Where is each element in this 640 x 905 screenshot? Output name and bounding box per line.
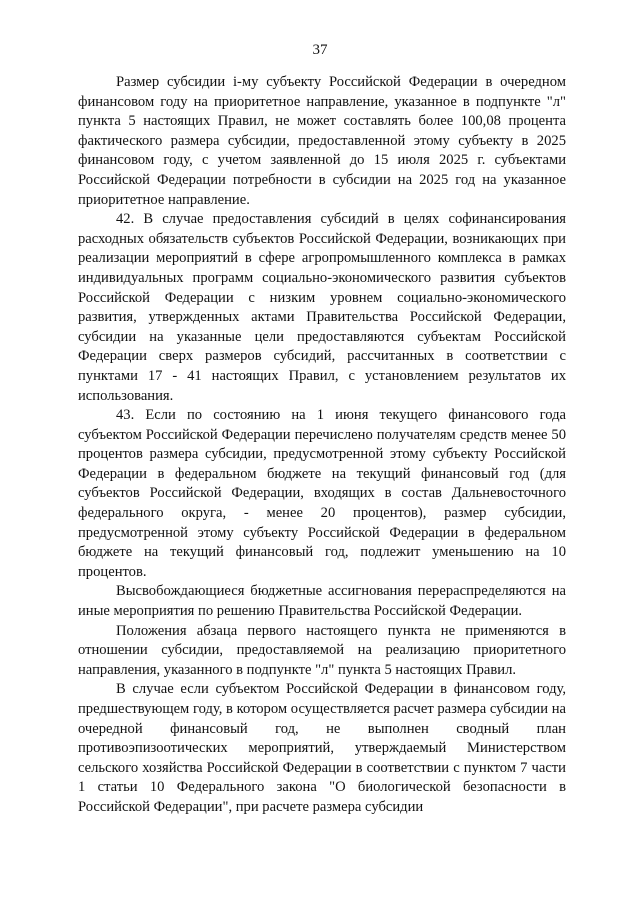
page-number: 37 [312,42,328,58]
paragraph-item-43: 43. Если по состоянию на 1 июня текущего финансового года субъектом Российской Федерации перечислено получателям средств менее 50 процентов размера субсидии, предусмотренной этому субъекту Российской Федерации в федеральном бюджете на текущий финансовый год (для субъектов Российской Федерации, входящих в состав Дальневосточного федерального округа, - менее 20 процентов), размер субсидии, предусмотренной этому субъекту Российской Федерации в федеральном бюджете на текущий финансовый год, подлежит уменьшению на 10 процентов. [78,407,566,580]
document-body [78,73,566,818]
paragraph-epizootic-plan: В случае если субъектом Российской Федерации в финансовом году, предшествующем году, в котором осуществляется расчет размера субсидии на очередной финансовый год, не выполнен сводный план противоэпизоотических мероприятий, утверждаемый Министерством сельского хозяйства Российской Федерации в соответствии с пунктом 7 части 1 статьи 10 Федерального закона "О биологической безопасности в Российской Федерации", при расчете размера субсидии [78,681,566,815]
paragraph-reallocation: Высвобождающиеся бюджетные ассигнования перераспределяются на иные мероприятия по решению Правительства Российской Федерации. [78,583,566,620]
paragraph-subsidy-size: Размер субсидии i-му субъекту Российской Федерации в очередном финансовом году на приоритетное направление, указанное в подпункте "л" пункта 5 настоящих Правил, не может составлять более 100,08 процента фактического размера субсидии, предоставленной этому субъекту в 2025 финансовом году, с учетом заявленной до 15 июля 2025 г. субъектами Российской Федерации потребности в субсидии на 2025 год на указанное приоритетное направление. [78,74,566,208]
paragraph-exemption: Положения абзаца первого настоящего пункта не применяются в отношении субсидии, предоставляемой на реализацию приоритетного направления, указанного в подпункте "л" пункта 5 настоящих Правил. [78,622,566,678]
paragraph-item-42: 42. В случае предоставления субсидий в целях софинансирования расходных обязательств субъектов Российской Федерации, возникающих при реализации мероприятий в сфере агропромышленного комплекса в рамках индивидуальных программ социально-экономического развития субъектов Российской Федерации с низким уровнем социально-экономического развития, утвержденных актами Правительства Российской Федерации, субсидии на указанные цели предоставляются субъектам Российской Федерации сверх размеров субсидий, рассчитанных в соответствии с пунктами 17 - 41 настоящих Правил, с установлением результатов их использования. [78,211,566,404]
